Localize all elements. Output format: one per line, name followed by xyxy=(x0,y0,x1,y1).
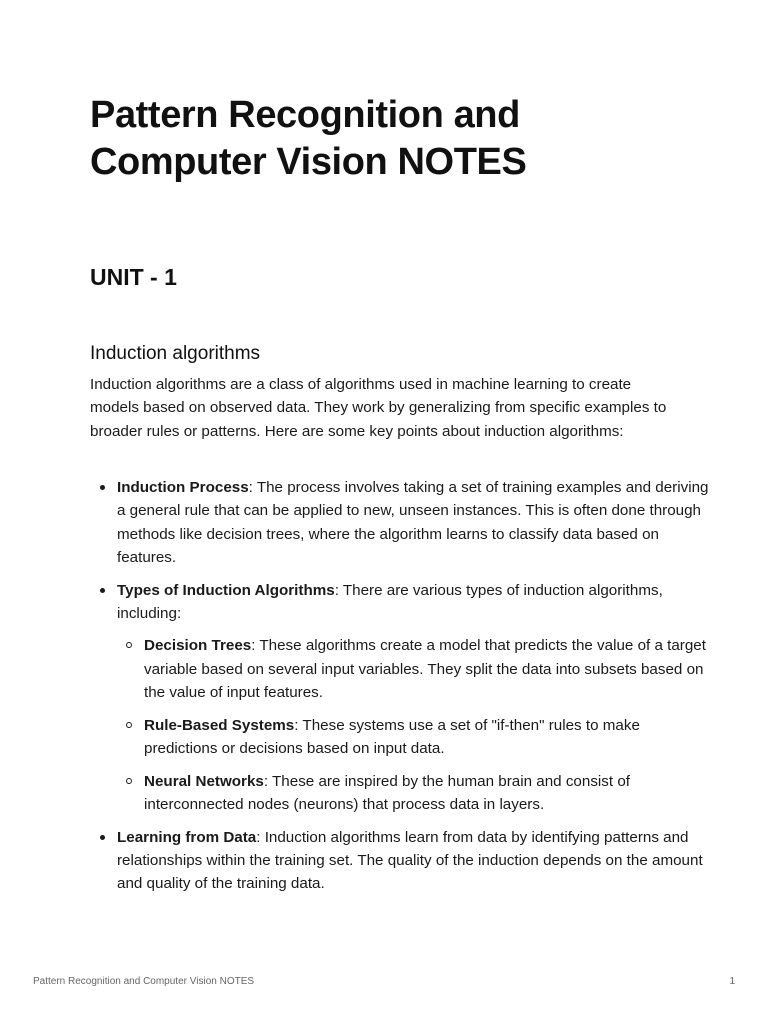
bullet-item-types xyxy=(117,579,717,817)
bullet-text: : The process involves taking a set of training examples and deriving a general rule that can be applied to new, unseen instances. This is often done through methods like decision trees, where the algorithm learns to classify data based on features. xyxy=(117,479,709,566)
sub-bullet-item-rule-based xyxy=(144,714,717,761)
intro-paragraph: Induction algorithms are a class of algorithms used in machine learning to create models based on observed data. They work by generalizing from specific examples to broader rules or patterns. Here are some key points about induction algorithms: xyxy=(90,376,667,440)
page-number: 1 xyxy=(729,976,735,987)
bullet-term: Types of Induction Algorithms xyxy=(117,581,335,599)
bullet-text: : There are various types of induction algorithms, including: xyxy=(117,581,663,622)
bullet-item-learning-from-data xyxy=(117,826,717,896)
sub-bullet-item-decision-trees xyxy=(144,634,717,704)
sub-bullet-list xyxy=(117,634,717,816)
unit-heading: UNIT - 1 xyxy=(90,264,177,290)
sub-bullet-text: : These algorithms create a model that predicts the value of a target variable based on several input variables. They split the data into subsets based on the value of input features. xyxy=(144,637,706,701)
sub-bullet-term: Decision Trees xyxy=(144,637,252,655)
footer-title: Pattern Recognition and Computer Vision NOTES xyxy=(33,976,255,987)
bullet-list xyxy=(90,476,717,905)
sub-bullet-text: : These systems use a set of "if-then" rules to make predictions or decisions based on input data. xyxy=(144,716,640,757)
bullet-item-induction-process xyxy=(117,476,717,569)
bullet-text: : Induction algorithms learn from data by identifying patterns and relationships within the training set. The quality of the induction depends on the amount and quality of the training data. xyxy=(117,828,703,893)
bullet-term: Learning from Data xyxy=(117,828,257,846)
sub-bullet-text: : These are inspired by the human brain and consist of interconnected nodes (neurons) that process data in layers. xyxy=(144,772,630,814)
sub-bullet-item-neural-networks xyxy=(144,770,717,817)
sub-bullet-term: Neural Networks xyxy=(144,772,264,790)
bullet-term: Induction Process xyxy=(117,479,249,496)
document-title: Pattern Recognition and Computer Vision NOTES xyxy=(90,94,527,183)
section-heading: Induction algorithms xyxy=(90,343,261,364)
sub-bullet-term: Rule-Based Systems xyxy=(144,716,295,734)
